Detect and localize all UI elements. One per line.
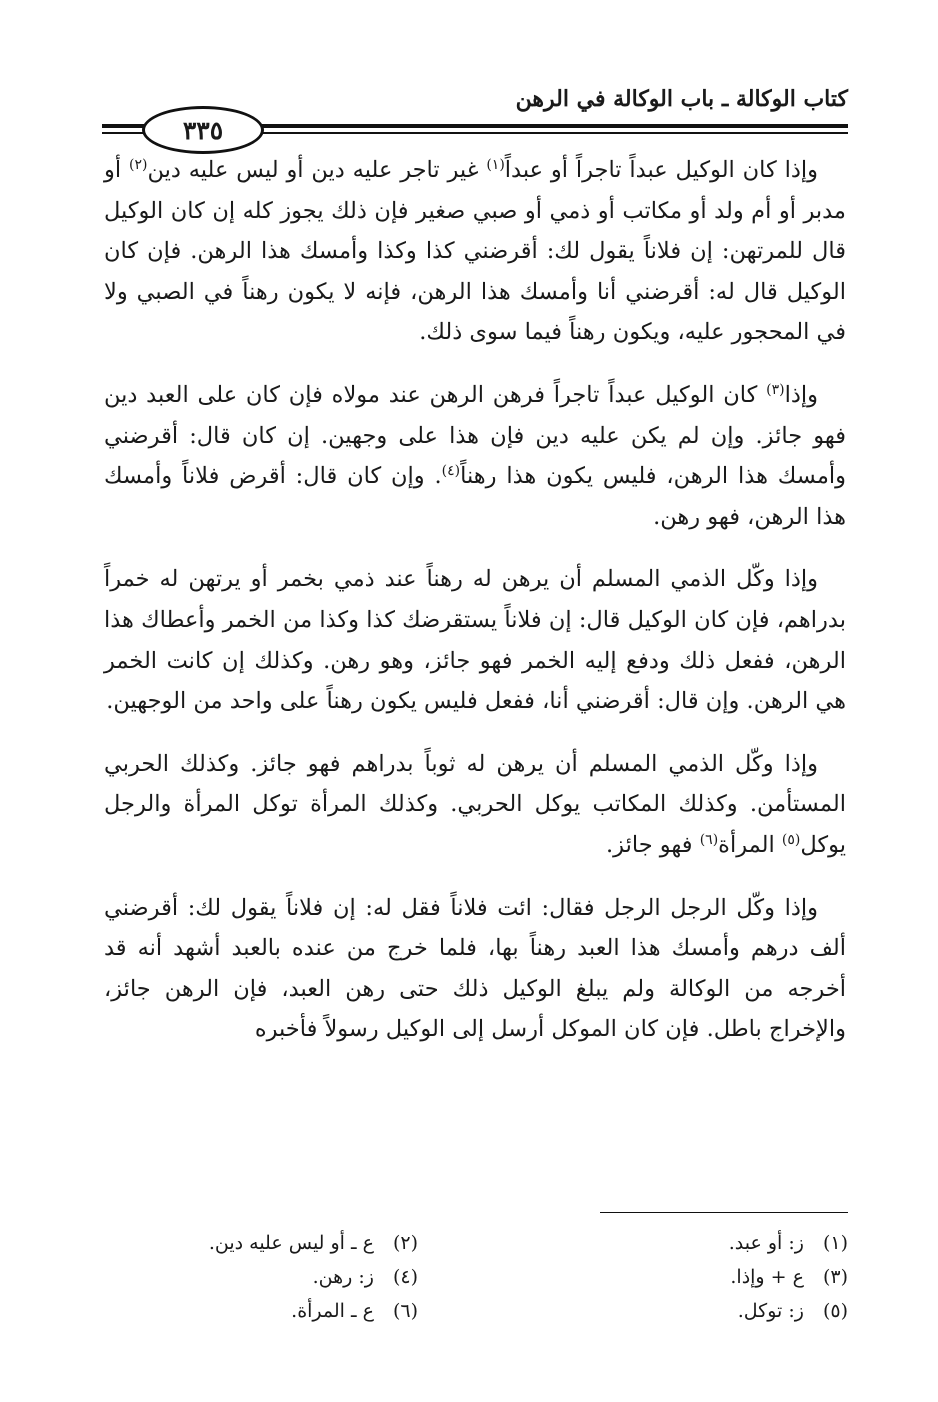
page-number: ٣٣٥ xyxy=(182,115,224,145)
paragraph xyxy=(104,744,846,866)
body-text xyxy=(104,150,846,1072)
footnote-number: (٦) xyxy=(392,1300,418,1322)
footnote-marker: (٣) xyxy=(766,381,785,398)
paragraph xyxy=(104,150,846,353)
footnote-number: (٢) xyxy=(392,1232,418,1254)
paragraph-text: وإذا وكّل الذمي المسلم أن يرهن له رهناً عند ذمي بخمر أو يرتهن له خمراً بدراهم، فإن كان الوكيل قال: إن فلاناً يستقرضك كذا وكذا من الخمر وأعطاك هذا الرهن، ففعل ذلك ودفع إليه الخمر فهو جائز، وهو رهن. وكذلك إن كانت الخمر هي الرهن. وإن قال: أقرضني أنا، ففعل فليس يكون رهناً على واحد من الوجهين. xyxy=(104,566,846,715)
footnote-number: (٥) xyxy=(822,1300,848,1322)
running-title: كتاب الوكالة ـ باب الوكالة في الرهن xyxy=(515,86,848,112)
paragraph-text: كان الوكيل عبداً تاجراً فرهن الرهن عند مولاه فإن كان على العبد دين فهو جائز. وإن لم يكن عليه دين فإن هذا على وجهين. إن كان قال: أقرضني وأمسك هذا الرهن، فليس يكون هذا رهناً xyxy=(104,381,846,490)
footnote-marker: (١) xyxy=(486,157,505,173)
paragraph-text: وإذا xyxy=(784,381,818,408)
footnote-marker: (٦) xyxy=(699,831,719,848)
footnote xyxy=(518,1262,848,1292)
page-number-oval xyxy=(142,106,264,154)
paragraph-text: . وإن كان قال: أقرض فلاناً وأمسك هذا الرهن، فهو رهن. xyxy=(104,463,846,530)
paragraph-text: أو مدبر أو أم ولد أو مكاتب أو ذمي أو صبي صغير فإن ذلك يجوز كله إن كان الوكيل قال للمرتهن: إن فلاناً يقول لك: أقرضني كذا وكذا وأمسك هذا الرهن. فإن كان الوكيل قال له: أقرضني أنا وأمسك هذا الرهن، فإنه لا يكون رهناً في الصبي ولا في المحجور عليه، ويكون رهناً فيما سوى ذلك. xyxy=(104,157,846,346)
footnote xyxy=(88,1296,418,1326)
paragraph-text: وإذا كان الوكيل عبداً تاجراً أو عبداً xyxy=(504,157,818,183)
footnote-text: ع + وإذا. xyxy=(730,1266,804,1288)
footnote-grid xyxy=(88,1228,848,1326)
paragraph xyxy=(104,559,846,721)
footnote xyxy=(518,1228,848,1258)
footnote-rule xyxy=(600,1212,848,1213)
footnotes xyxy=(88,1228,848,1326)
paragraph-text: المرأة xyxy=(718,831,782,858)
footnote xyxy=(518,1296,848,1326)
footnote-text: ز: رهن. xyxy=(312,1266,374,1288)
page-header xyxy=(102,78,848,145)
paragraph-text: فهو جائز. xyxy=(606,831,700,858)
footnote-text: ز: توكل. xyxy=(737,1300,804,1322)
paragraph xyxy=(104,375,846,537)
footnote-number: (٤) xyxy=(392,1266,418,1288)
paragraph-text: وإذا وكّل الرجل الرجل فقال: ائت فلاناً فقل له: إن فلاناً يقول لك: أقرضني ألف درهم وأمسك هذا العبد رهناً بها، فلما خرج من عنده بالعبد أشهد أنه قد أخرجه من الوكالة ولم يبلغ الوكيل ذلك حتى رهن العبد، فإن الرهن جائز، والإخراج باطل. فإن كان الموكل أرسل إلى الوكيل رسولاً فأخبره xyxy=(104,894,846,1043)
paragraph-text: وإذا وكّل الذمي المسلم أن يرهن له ثوباً بدراهم فهو جائز. وكذلك الحربي المستأمن. وكذلك المكاتب يوكل الحربي. وكذلك المرأة توكل المرأة والرجل يوكل xyxy=(104,750,846,858)
footnote-marker: (٤) xyxy=(441,463,461,480)
footnote xyxy=(88,1228,418,1258)
footnote-number: (٣) xyxy=(822,1266,848,1288)
paragraph xyxy=(104,888,846,1050)
footnote-text: ز: أو عبد. xyxy=(728,1232,804,1254)
paragraph-text: غير تاجر عليه دين أو ليس عليه دين xyxy=(147,157,487,183)
footnote-marker: (٥) xyxy=(781,831,801,848)
footnote-marker: (٢) xyxy=(128,157,148,173)
footnote xyxy=(88,1262,418,1292)
footnote-text: ع ـ أو ليس عليه دين. xyxy=(208,1232,374,1254)
footnote-text: ع ـ المرأة. xyxy=(291,1300,374,1322)
footnote-number: (١) xyxy=(822,1232,848,1254)
